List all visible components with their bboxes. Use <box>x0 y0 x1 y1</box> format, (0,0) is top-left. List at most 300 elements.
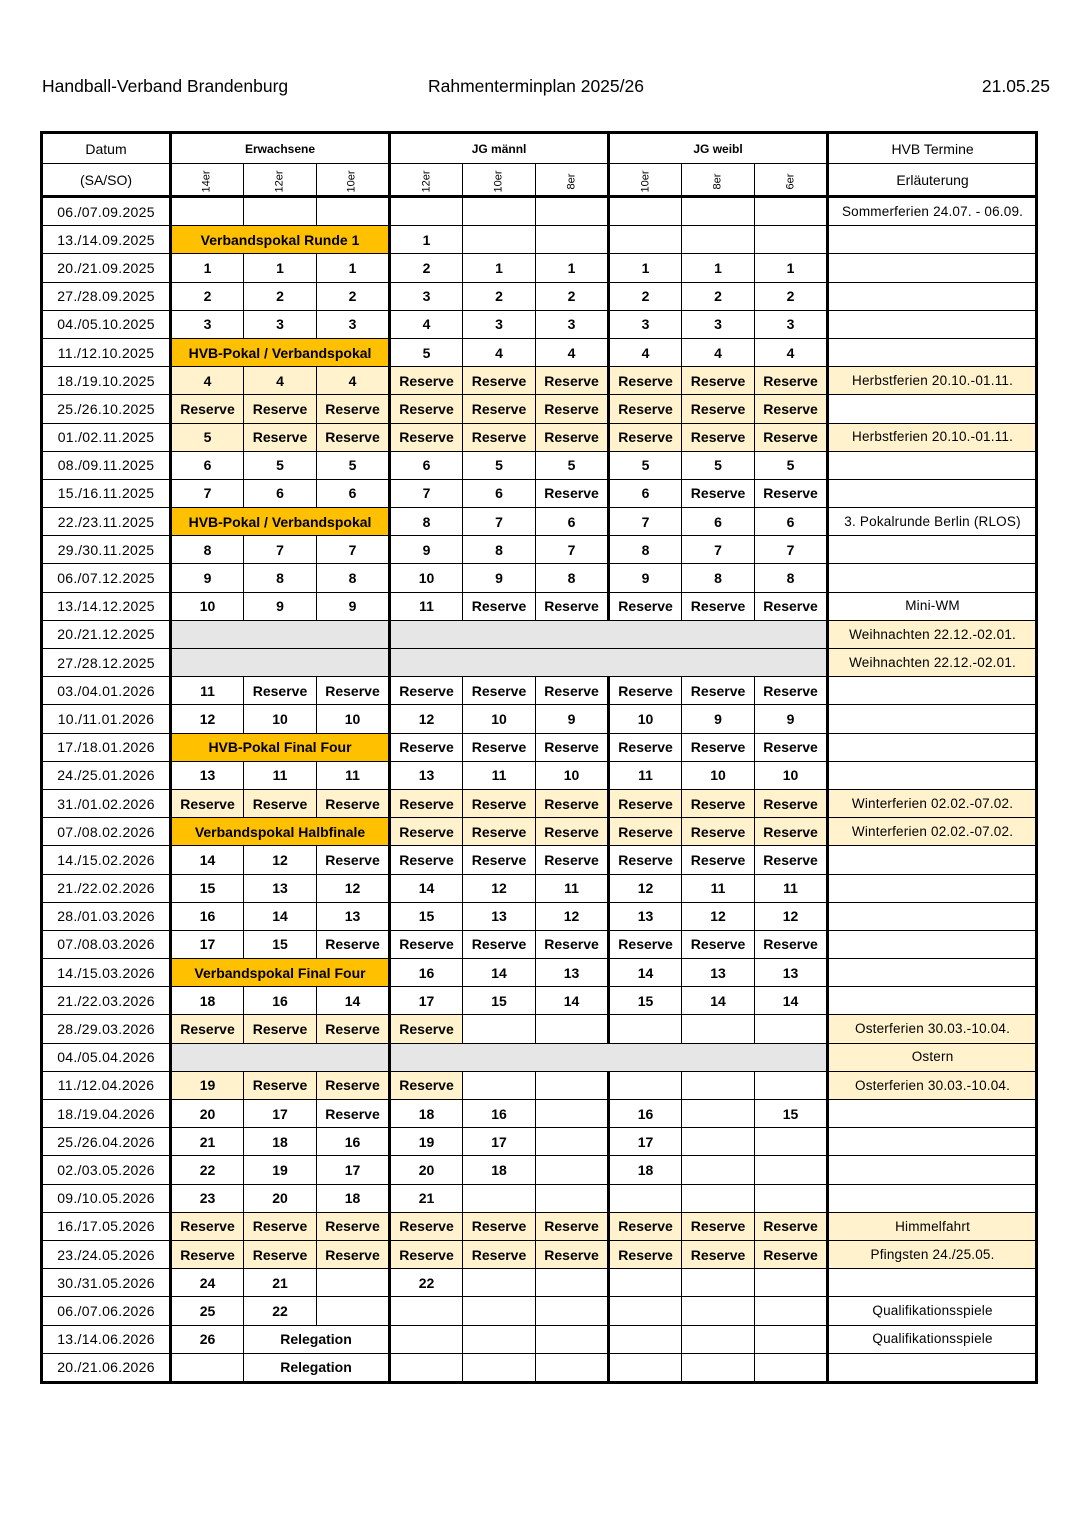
table-row <box>42 649 1037 677</box>
value-cell: Reserve <box>244 395 317 423</box>
value-cell: 12 <box>390 705 463 733</box>
note-cell <box>828 1269 1037 1297</box>
cup-event-cell: HVB-Pokal / Verbandspokal <box>171 338 390 366</box>
holiday-block <box>171 620 390 648</box>
value-cell: Reserve <box>536 1212 609 1240</box>
value-cell <box>682 1128 755 1156</box>
value-cell <box>755 1015 828 1043</box>
value-cell <box>536 197 609 226</box>
value-cell: 13 <box>317 902 390 930</box>
value-cell: 16 <box>609 1100 682 1128</box>
note-cell <box>828 1184 1037 1212</box>
header-group-jg-weibl: JG weibl <box>609 133 828 164</box>
table-row <box>42 902 1037 930</box>
value-cell: Reserve <box>463 818 536 846</box>
value-cell: 2 <box>463 282 536 310</box>
value-cell: 13 <box>682 959 755 987</box>
date-cell: 11./12.10.2025 <box>42 338 171 366</box>
value-cell: Reserve <box>390 677 463 705</box>
note-cell: Weihnachten 22.12.-02.01. <box>828 620 1037 648</box>
date-cell: 30./31.05.2026 <box>42 1269 171 1297</box>
note-cell: Qualifikationsspiele <box>828 1297 1037 1325</box>
value-cell: 8 <box>463 536 536 564</box>
value-cell: 8 <box>244 564 317 592</box>
value-cell: 19 <box>244 1156 317 1184</box>
date-cell: 13./14.06.2026 <box>42 1325 171 1353</box>
value-cell: Reserve <box>609 592 682 620</box>
value-cell: 6 <box>171 451 244 479</box>
holiday-block <box>390 649 828 677</box>
value-cell: 9 <box>171 564 244 592</box>
value-cell: 10 <box>536 761 609 789</box>
value-cell: 13 <box>536 959 609 987</box>
note-cell: 3. Pokalrunde Berlin (RLOS) <box>828 508 1037 536</box>
value-cell: 17 <box>244 1100 317 1128</box>
value-cell: Reserve <box>244 1240 317 1268</box>
value-cell <box>609 1297 682 1325</box>
value-cell: 9 <box>463 564 536 592</box>
value-cell: Reserve <box>317 930 390 958</box>
value-cell: Reserve <box>317 395 390 423</box>
value-cell <box>536 1071 609 1099</box>
value-cell <box>755 1071 828 1099</box>
table-row <box>42 1100 1037 1128</box>
table-row <box>42 733 1037 761</box>
value-cell <box>536 1184 609 1212</box>
value-cell: 14 <box>244 902 317 930</box>
value-cell: Reserve <box>317 1015 390 1043</box>
value-cell: 10 <box>171 592 244 620</box>
date-cell: 18./19.10.2025 <box>42 367 171 395</box>
value-cell <box>463 1353 536 1382</box>
value-cell: Reserve <box>244 423 317 451</box>
value-cell: Reserve <box>390 1071 463 1099</box>
value-cell: Reserve <box>390 930 463 958</box>
note-cell <box>828 395 1037 423</box>
note-cell: Mini-WM <box>828 592 1037 620</box>
date-cell: 31./01.02.2026 <box>42 789 171 817</box>
value-cell: 6 <box>317 479 390 507</box>
date-cell: 01./02.11.2025 <box>42 423 171 451</box>
value-cell <box>463 1297 536 1325</box>
value-cell <box>536 1269 609 1297</box>
value-cell <box>536 1325 609 1353</box>
header-datum-sub: (SA/SO) <box>42 164 171 197</box>
table-row <box>42 1043 1037 1071</box>
value-cell: Reserve <box>755 423 828 451</box>
value-cell: Reserve <box>682 789 755 817</box>
value-cell: Reserve <box>755 395 828 423</box>
value-cell <box>609 1071 682 1099</box>
value-cell: 2 <box>171 282 244 310</box>
value-cell: 11 <box>682 874 755 902</box>
value-cell: 16 <box>390 959 463 987</box>
date-cell: 02./03.05.2026 <box>42 1156 171 1184</box>
date-cell: 07./08.02.2026 <box>42 818 171 846</box>
note-cell <box>828 310 1037 338</box>
value-cell: 4 <box>171 367 244 395</box>
value-cell: 18 <box>171 987 244 1015</box>
table-row <box>42 338 1037 366</box>
value-cell: 7 <box>755 536 828 564</box>
value-cell: 3 <box>317 310 390 338</box>
value-cell <box>609 1325 682 1353</box>
table-row <box>42 1156 1037 1184</box>
date-cell: 13./14.09.2025 <box>42 226 171 254</box>
note-cell <box>828 451 1037 479</box>
value-cell: 14 <box>682 987 755 1015</box>
value-cell: 7 <box>609 508 682 536</box>
date-cell: 22./23.11.2025 <box>42 508 171 536</box>
value-cell: 5 <box>171 423 244 451</box>
value-cell: 22 <box>244 1297 317 1325</box>
value-cell: Reserve <box>171 1212 244 1240</box>
subcol-label: 6er <box>784 173 797 190</box>
value-cell: 13 <box>171 761 244 789</box>
value-cell: 6 <box>244 479 317 507</box>
table-row <box>42 846 1037 874</box>
table-row <box>42 1071 1037 1099</box>
value-cell: Reserve <box>244 789 317 817</box>
value-cell: Reserve <box>317 677 390 705</box>
note-cell <box>828 874 1037 902</box>
value-cell: 2 <box>536 282 609 310</box>
date-cell: 14./15.02.2026 <box>42 846 171 874</box>
value-cell: 9 <box>536 705 609 733</box>
date-cell: 23./24.05.2026 <box>42 1240 171 1268</box>
value-cell: 9 <box>390 536 463 564</box>
table-row <box>42 254 1037 282</box>
value-cell: 10 <box>682 761 755 789</box>
date-cell: 04./05.10.2025 <box>42 310 171 338</box>
value-cell: Reserve <box>536 677 609 705</box>
table-row <box>42 536 1037 564</box>
value-cell <box>390 197 463 226</box>
table-row <box>42 395 1037 423</box>
value-cell: Reserve <box>317 1071 390 1099</box>
value-cell <box>755 1128 828 1156</box>
date-cell: 08./09.11.2025 <box>42 451 171 479</box>
value-cell: Reserve <box>755 592 828 620</box>
value-cell <box>463 1071 536 1099</box>
value-cell: 16 <box>463 1100 536 1128</box>
value-cell: 11 <box>609 761 682 789</box>
date-cell: 20./21.12.2025 <box>42 620 171 648</box>
value-cell: 10 <box>390 564 463 592</box>
value-cell <box>463 226 536 254</box>
value-cell: 12 <box>755 902 828 930</box>
value-cell: 6 <box>463 479 536 507</box>
note-cell <box>828 705 1037 733</box>
note-cell <box>828 282 1037 310</box>
relegation-cell: Relegation <box>244 1325 390 1353</box>
header-group-erwachsene: Erwachsene <box>171 133 390 164</box>
value-cell: 25 <box>171 1297 244 1325</box>
value-cell: 8 <box>390 508 463 536</box>
document-title: Rahmenterminplan 2025/26 <box>428 76 644 96</box>
note-cell <box>828 338 1037 366</box>
value-cell: 3 <box>171 310 244 338</box>
value-cell: 14 <box>463 959 536 987</box>
value-cell: 18 <box>609 1156 682 1184</box>
note-cell <box>828 846 1037 874</box>
value-cell: 13 <box>463 902 536 930</box>
value-cell: Reserve <box>609 367 682 395</box>
value-cell: 12 <box>171 705 244 733</box>
value-cell: 5 <box>609 451 682 479</box>
value-cell: 5 <box>682 451 755 479</box>
note-cell <box>828 902 1037 930</box>
value-cell: Reserve <box>682 846 755 874</box>
value-cell: Reserve <box>463 423 536 451</box>
value-cell: 3 <box>244 310 317 338</box>
value-cell: Reserve <box>317 789 390 817</box>
date-cell: 17./18.01.2026 <box>42 733 171 761</box>
value-cell: Reserve <box>682 395 755 423</box>
value-cell: Reserve <box>755 1240 828 1268</box>
subcol-header <box>755 164 828 197</box>
value-cell <box>682 1100 755 1128</box>
value-cell: 8 <box>755 564 828 592</box>
note-cell: Pfingsten 24./25.05. <box>828 1240 1037 1268</box>
value-cell <box>682 1156 755 1184</box>
note-cell <box>828 564 1037 592</box>
value-cell: 9 <box>755 705 828 733</box>
value-cell: 16 <box>171 902 244 930</box>
value-cell: 13 <box>755 959 828 987</box>
subcol-label: 10er <box>639 170 652 193</box>
value-cell: 7 <box>682 536 755 564</box>
value-cell: Reserve <box>609 846 682 874</box>
value-cell: 4 <box>244 367 317 395</box>
subcol-label: 12er <box>420 170 433 193</box>
table-row <box>42 620 1037 648</box>
value-cell <box>755 1353 828 1382</box>
subcol-label: 8er <box>711 173 724 190</box>
value-cell: 3 <box>755 310 828 338</box>
value-cell: 19 <box>171 1071 244 1099</box>
value-cell: 1 <box>536 254 609 282</box>
value-cell: 5 <box>317 451 390 479</box>
note-cell <box>828 1100 1037 1128</box>
table-row <box>42 226 1037 254</box>
value-cell: 9 <box>682 705 755 733</box>
value-cell: 20 <box>390 1156 463 1184</box>
note-cell: Weihnachten 22.12.-02.01. <box>828 649 1037 677</box>
value-cell: Reserve <box>463 677 536 705</box>
value-cell: 12 <box>244 846 317 874</box>
value-cell: 22 <box>390 1269 463 1297</box>
value-cell: 20 <box>244 1184 317 1212</box>
table-row <box>42 1353 1037 1382</box>
table-row <box>42 1184 1037 1212</box>
value-cell: 10 <box>317 705 390 733</box>
value-cell: 17 <box>171 930 244 958</box>
relegation-cell: Relegation <box>244 1353 390 1382</box>
value-cell: 17 <box>317 1156 390 1184</box>
value-cell: 4 <box>682 338 755 366</box>
date-cell: 06./07.06.2026 <box>42 1297 171 1325</box>
value-cell <box>171 1353 244 1382</box>
value-cell: 15 <box>171 874 244 902</box>
subcol-header <box>609 164 682 197</box>
value-cell: 14 <box>609 959 682 987</box>
value-cell: Reserve <box>536 592 609 620</box>
schedule-table <box>40 131 1038 1384</box>
value-cell: 3 <box>609 310 682 338</box>
value-cell <box>609 1015 682 1043</box>
value-cell: Reserve <box>755 677 828 705</box>
value-cell: 7 <box>536 536 609 564</box>
value-cell: 18 <box>463 1156 536 1184</box>
value-cell <box>682 226 755 254</box>
value-cell <box>390 1297 463 1325</box>
value-cell: 13 <box>244 874 317 902</box>
value-cell <box>390 1353 463 1382</box>
value-cell: 5 <box>536 451 609 479</box>
value-cell: Reserve <box>536 423 609 451</box>
holiday-block <box>171 1043 390 1071</box>
table-row <box>42 1212 1037 1240</box>
value-cell: 14 <box>390 874 463 902</box>
value-cell: Reserve <box>390 423 463 451</box>
value-cell: 16 <box>317 1128 390 1156</box>
value-cell <box>463 1015 536 1043</box>
value-cell <box>390 1325 463 1353</box>
value-cell: 2 <box>317 282 390 310</box>
value-cell <box>682 1071 755 1099</box>
value-cell: 23 <box>171 1184 244 1212</box>
header-datum: Datum <box>42 133 171 164</box>
value-cell: 4 <box>536 338 609 366</box>
value-cell <box>682 1184 755 1212</box>
value-cell: Reserve <box>390 818 463 846</box>
value-cell: 4 <box>755 338 828 366</box>
note-cell <box>828 733 1037 761</box>
date-cell: 07./08.03.2026 <box>42 930 171 958</box>
date-cell: 20./21.09.2025 <box>42 254 171 282</box>
value-cell: 11 <box>317 761 390 789</box>
value-cell: Reserve <box>609 733 682 761</box>
value-cell: 6 <box>609 479 682 507</box>
value-cell: 15 <box>390 902 463 930</box>
value-cell: 4 <box>317 367 390 395</box>
value-cell: 10 <box>609 705 682 733</box>
value-cell: Reserve <box>755 1212 828 1240</box>
value-cell: Reserve <box>682 479 755 507</box>
value-cell: Reserve <box>682 818 755 846</box>
value-cell: Reserve <box>317 1212 390 1240</box>
value-cell <box>463 1325 536 1353</box>
table-row <box>42 1240 1037 1268</box>
value-cell: 10 <box>755 761 828 789</box>
date-cell: 21./22.03.2026 <box>42 987 171 1015</box>
value-cell: Reserve <box>390 1212 463 1240</box>
header-hvb-termine: HVB Termine <box>828 133 1037 164</box>
value-cell: Reserve <box>609 930 682 958</box>
value-cell <box>755 197 828 226</box>
value-cell <box>317 197 390 226</box>
value-cell: 18 <box>390 1100 463 1128</box>
note-cell: Osterferien 30.03.-10.04. <box>828 1071 1037 1099</box>
value-cell: 6 <box>390 451 463 479</box>
value-cell: 12 <box>317 874 390 902</box>
value-cell: Reserve <box>609 818 682 846</box>
value-cell: 19 <box>390 1128 463 1156</box>
table-row <box>42 818 1037 846</box>
value-cell: 1 <box>682 254 755 282</box>
value-cell: Reserve <box>755 846 828 874</box>
value-cell: 26 <box>171 1325 244 1353</box>
value-cell: 15 <box>609 987 682 1015</box>
value-cell: 8 <box>317 564 390 592</box>
value-cell: 6 <box>682 508 755 536</box>
value-cell: 2 <box>682 282 755 310</box>
value-cell: Reserve <box>244 1071 317 1099</box>
value-cell: Reserve <box>536 479 609 507</box>
note-cell: Ostern <box>828 1043 1037 1071</box>
value-cell: 11 <box>536 874 609 902</box>
value-cell: Reserve <box>536 367 609 395</box>
note-cell: Herbstferien 20.10.-01.11. <box>828 367 1037 395</box>
value-cell <box>682 1297 755 1325</box>
value-cell: Reserve <box>536 930 609 958</box>
value-cell <box>609 226 682 254</box>
date-cell: 15./16.11.2025 <box>42 479 171 507</box>
value-cell: 7 <box>171 479 244 507</box>
note-cell <box>828 1353 1037 1382</box>
value-cell: 4 <box>609 338 682 366</box>
value-cell: Reserve <box>682 592 755 620</box>
value-cell: 7 <box>390 479 463 507</box>
value-cell: 24 <box>171 1269 244 1297</box>
table-row <box>42 564 1037 592</box>
value-cell: Reserve <box>463 789 536 817</box>
value-cell <box>755 226 828 254</box>
value-cell: Reserve <box>317 1240 390 1268</box>
table-row <box>42 1269 1037 1297</box>
value-cell <box>682 1269 755 1297</box>
holiday-block <box>171 649 390 677</box>
value-cell: 11 <box>755 874 828 902</box>
value-cell: 6 <box>755 508 828 536</box>
note-cell <box>828 479 1037 507</box>
table-row <box>42 1128 1037 1156</box>
date-cell: 06./07.09.2025 <box>42 197 171 226</box>
date-cell: 25./26.10.2025 <box>42 395 171 423</box>
table-row <box>42 197 1037 226</box>
note-cell: Qualifikationsspiele <box>828 1325 1037 1353</box>
value-cell <box>463 197 536 226</box>
value-cell: 21 <box>171 1128 244 1156</box>
date-cell: 04./05.04.2026 <box>42 1043 171 1071</box>
value-cell: Reserve <box>536 395 609 423</box>
value-cell <box>755 1184 828 1212</box>
value-cell: 3 <box>682 310 755 338</box>
value-cell: 12 <box>536 902 609 930</box>
table-row <box>42 705 1037 733</box>
subcol-label: 12er <box>273 170 286 193</box>
subcol-label: 14er <box>201 170 213 193</box>
value-cell: 13 <box>609 902 682 930</box>
value-cell: Reserve <box>536 789 609 817</box>
value-cell <box>755 1325 828 1353</box>
value-cell: Reserve <box>317 846 390 874</box>
date-cell: 13./14.12.2025 <box>42 592 171 620</box>
note-cell: Winterferien 02.02.-07.02. <box>828 818 1037 846</box>
table-row <box>42 479 1037 507</box>
value-cell: 11 <box>171 677 244 705</box>
